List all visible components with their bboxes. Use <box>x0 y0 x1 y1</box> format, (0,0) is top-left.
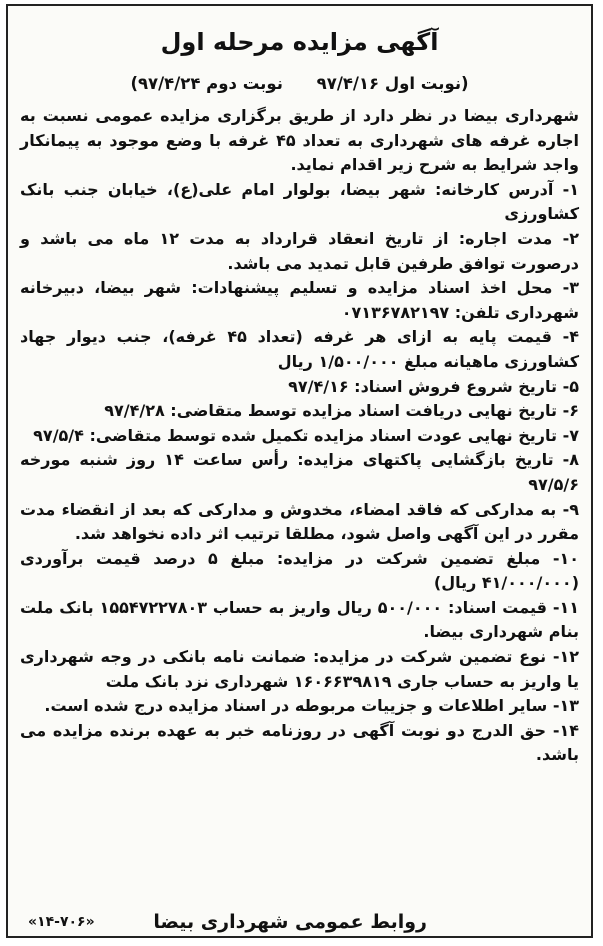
notice-code: «۱۴-۷۰۶» <box>28 914 95 930</box>
notice-body <box>20 104 579 768</box>
item-3: ۳- محل اخذ اسناد مزایده و تسلیم پیشنهادات: شهر بیضا، دبیرخانه شهرداری تلفن: ۰۷۱۳۶۷۸۲۱۹۷ <box>20 278 579 322</box>
item-7: ۷- تاریخ نهایی عودت اسناد مزایده تکمیل شده توسط متقاضی: ۹۷/۵/۴ <box>33 425 579 445</box>
item-5: ۵- تاریخ شروع فروش اسناد: ۹۷/۴/۱۶ <box>288 376 579 396</box>
item-4: ۴- قیمت پایه به ازای هر غرفه (تعداد ۴۵ غرفه)، جنب دیوار جهاد کشاورزی ماهیانه مبلغ ۱/۵۰۰/۰۰۰ ریال <box>20 327 579 371</box>
item-6: ۶- تاریخ نهایی دریافت اسناد مزایده توسط متقاضی: ۹۷/۴/۲۸ <box>104 401 579 421</box>
notice-footer <box>22 911 577 937</box>
notice-title: آگهی مزایده مرحله اول <box>160 28 439 56</box>
item-13: ۱۳- سایر اطلاعات و جزییات مربوطه در اسناد مزایده درج شده است. <box>44 696 579 716</box>
auction-notice <box>6 4 593 938</box>
item-8: ۸- تاریخ بازگشایی پاکتهای مزایده: رأس ساعت ۱۴ روز شنبه مورخه ۹۷/۵/۶ <box>20 450 579 494</box>
intro-paragraph: شهرداری بیضا در نظر دارد از طریق برگزاری مزایده عمومی نسبت به اجاره غرفه های شهرداری به تعداد ۴۵ غرفه با وضع موجود به پیمانکار واجد شرایط به شرح زیر اقدام نماید. <box>20 106 580 175</box>
item-9: ۹- به مدارکی که فاقد امضاء، مخدوش و مدارکی که بعد از انقضاء مدت مقرر در این آگهی واصل شود، مطلقا ترتیب اثر داده نخواهد شد. <box>20 499 579 544</box>
signature: روابط عمومی شهرداری بیضا <box>153 911 427 933</box>
item-10: ۱۰- مبلغ تضمین شرکت در مزایده: مبلغ ۵ درصد قیمت برآوردی (۴۱/۰۰۰/۰۰۰ ریال) <box>20 548 580 593</box>
item-11: ۱۱- قیمت اسناد: ۵۰۰/۰۰۰ ریال واریز به حساب ۱۵۵۴۷۲۲۷۸۰۳ بانک ملت بنام شهرداری بیضا. <box>20 597 579 642</box>
second-round: نوبت دوم ۹۷/۴/۲۴) <box>130 74 283 93</box>
publication-rounds <box>18 74 581 93</box>
item-1: ۱- آدرس کارخانه: شهر بیضا، بولوار امام علی(ع)، خیابان جنب بانک کشاورزی <box>20 179 579 224</box>
item-14: ۱۴- حق الدرج دو نوبت آگهی در روزنامه خبر به عهده برنده مزایده می باشد. <box>20 720 579 765</box>
first-round: (نوبت اول ۹۷/۴/۱۶ <box>316 74 469 93</box>
item-12: ۱۲- نوع تضمین شرکت در مزایده: ضمانت نامه بانکی در وجه شهرداری یا واریز به حساب جاری ۱۶۰۶۶۳۹۸۱۹ شهرداری نزد بانک ملت <box>20 647 579 691</box>
item-2: ۲- مدت اجاره: از تاریخ انعقاد قرارداد به مدت ۱۲ ماه می باشد و درصورت توافق طرفین قابل تمدید می باشد. <box>20 228 580 273</box>
